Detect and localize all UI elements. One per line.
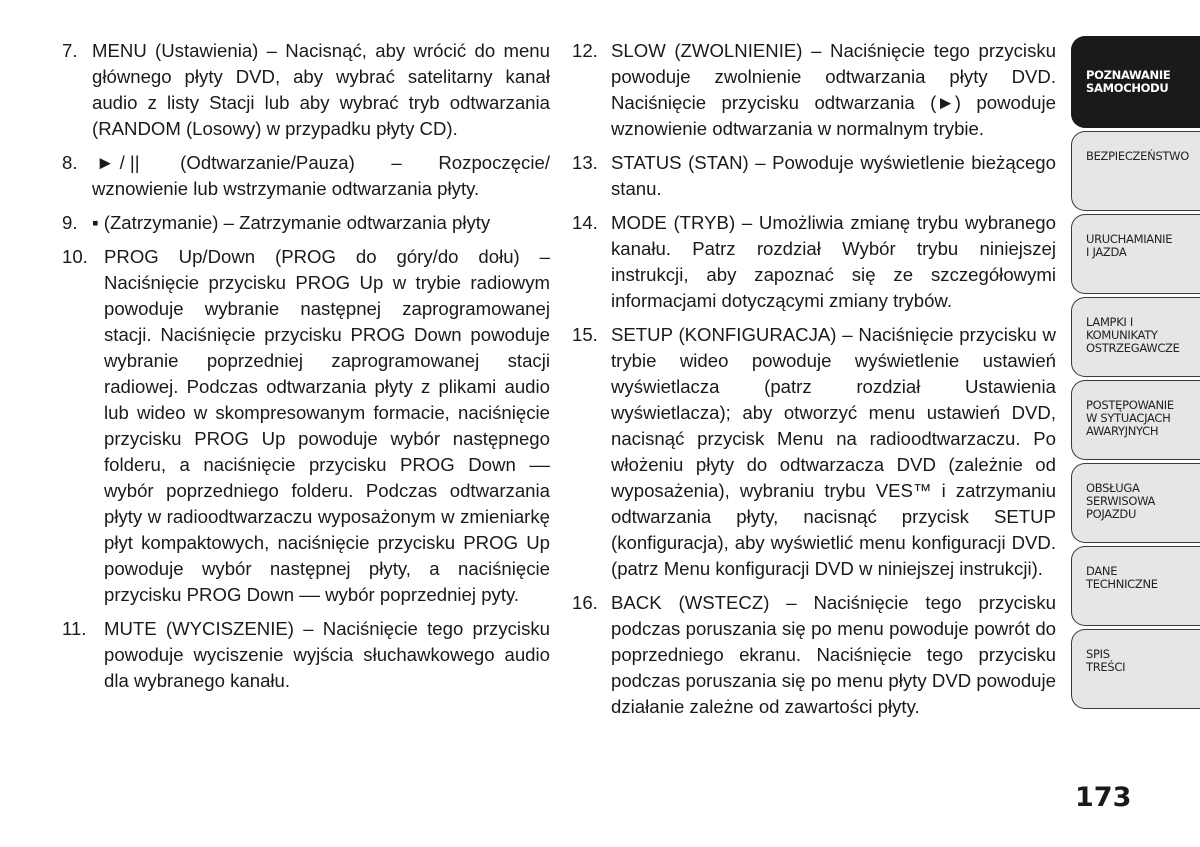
tab-dane-techniczne[interactable] [1071, 546, 1200, 626]
tab-label: POZNAWANIE [1086, 68, 1171, 82]
tab-label: KOMUNIKATY [1086, 328, 1158, 342]
list-item-16 [572, 590, 1056, 720]
tab-label: TREŚCI [1086, 660, 1126, 674]
tab-lampki-i-komunikaty[interactable] [1071, 297, 1200, 377]
tab-label: I JAZDA [1086, 245, 1127, 259]
tab-label: AWARYJNYCH [1086, 424, 1159, 438]
list-item-15 [572, 322, 1056, 582]
item-text: MODE (TRYB) – Umożliwia zmianę trybu wybranego kanału. Patrz rozdział Wybór trybu niniejszej instrukcji, aby zapoznać się ze szczegółowymi informacjami dotyczącymi zmiany trybów. [611, 212, 1056, 311]
list-item-9 [62, 210, 550, 236]
left-column [62, 38, 550, 702]
item-text: BACK (WSTECZ) – Naciśnięcie tego przycisku podczas poruszania się po menu powoduje powrót do poprzedniego ekranu. Naciśnięcie tego przycisku podczas poruszania się po menu płyty DVD powoduje działanie zależne od zawartości płyty. [611, 592, 1056, 717]
list-item-12 [572, 38, 1056, 142]
item-text: MUTE (WYCISZENIE) – Naciśnięcie tego przycisku powoduje wyciszenie wyjścia słuchawkowego audio dla wybranego kanału. [104, 618, 550, 691]
tab-label: URUCHAMIANIE [1086, 232, 1173, 246]
tab-uruchamianie-i-jazda[interactable] [1071, 214, 1200, 294]
item-text: PROG Up/Down (PROG do góry/do dołu) – Naciśnięcie przycisku PROG Up w trybie radiowym powoduje wybranie następnej zaprogramowanej stacji. Naciśnięcie przycisku PROG Down powoduje wybranie poprzedniej zaprogramowanej stacji radiowej. Podczas odtwarzania płyty z plikami audio lub wideo w skompresowanym formacie, naciśnięcie przycisku PROG Up powoduje wybór następnego folderu, a naciśnięcie przycisku PROG Down –– wybór poprzedniego folderu. Podczas odtwarzania płyty w radioodtwarzaczu wyposażonym w zmieniarkę płyt kompaktowych, naciśnięcie przycisku PROG Up powoduje wybór następnej płyty, a naciśnięcie przycisku PROG Down –– wybór poprzedniej pyty. [104, 246, 550, 605]
item-text: STATUS (STAN) – Powoduje wyświetlenie bieżącego stanu. [611, 152, 1056, 199]
tab-label: DANE [1086, 564, 1118, 578]
play-pause-icon: ► / || [96, 152, 140, 173]
tab-spis-tresci[interactable] [1071, 629, 1200, 709]
tab-label: POJAZDU [1086, 507, 1137, 521]
item-number: 8. [62, 152, 78, 173]
item-number: 13. [572, 152, 598, 173]
item-text: MENU (Ustawienia) – Nacisnąć, aby wrócić do menu głównego płyty DVD, aby wybrać satelitarny kanał audio z listy Stacji lub aby wybrać tryb odtwarzania (RANDOM (Losowy) w przypadku płyty CD). [92, 40, 550, 139]
tab-postepowanie-awaryjne[interactable] [1071, 380, 1200, 460]
item-number: 14. [572, 212, 598, 233]
tab-label: OBSŁUGA [1086, 481, 1140, 495]
list-item-13 [572, 150, 1056, 202]
tab-label: BEZPIECZEŃSTWO [1086, 149, 1189, 163]
tab-label: TECHNICZNE [1086, 577, 1158, 591]
tab-label: LAMPKI I [1086, 315, 1133, 329]
list-item-10 [62, 244, 550, 608]
tab-label: W SYTUACJACH [1086, 411, 1171, 425]
item-text: (Odtwarzanie/Pauza) – Rozpoczęcie/ wznowienie lub wstrzymanie odtwarzania płyty. [92, 152, 550, 199]
item-number: 15. [572, 324, 598, 345]
tab-label: SAMOCHODU [1086, 81, 1169, 95]
tab-label: POSTĘPOWANIE [1086, 398, 1174, 412]
item-text: ▪ (Zatrzymanie) – Zatrzymanie odtwarzania płyty [92, 212, 491, 233]
list-item-8 [62, 150, 550, 202]
tab-label: SPIS [1086, 647, 1110, 661]
tab-label: OSTRZEGAWCZE [1086, 341, 1180, 355]
item-text: SETUP (KONFIGURACJA) – Naciśnięcie przycisku w trybie wideo powoduje wyświetlenie ustawień wyświetlacza (patrz rozdział Ustawienia wyświetlacza); aby otworzyć menu ustawień DVD, nacisnąć przycisk Menu na radioodtwarzaczu. Po włożeniu płyty do odtwarzacza DVD (zależnie od wyposażenia), wybraniu trybu VES™ i zatrzymaniu odtwarzania płyty, nacisnąć przycisk SETUP (konfiguracja), aby wyświetlić menu konfiguracji DVD. (patrz Menu konfiguracji DVD w niniejszej instrukcji). [611, 324, 1056, 579]
tab-bezpieczenstwo[interactable] [1071, 131, 1200, 211]
list-item-7 [62, 38, 550, 142]
page-number: 173 [1075, 782, 1132, 813]
section-tabs [1071, 36, 1200, 712]
list-item-11 [62, 616, 550, 694]
item-number: 16. [572, 592, 598, 613]
tab-poznawanie-samochodu[interactable] [1071, 36, 1200, 128]
item-number: 11. [62, 618, 87, 639]
item-number: 12. [572, 40, 598, 61]
item-number: 9. [62, 212, 78, 233]
right-column [572, 38, 1056, 728]
item-number: 10. [62, 246, 88, 267]
tab-obsluga-serwisowa[interactable] [1071, 463, 1200, 543]
item-text-wrapper [92, 150, 550, 202]
tab-label: SERWISOWA [1086, 494, 1156, 508]
list-item-14 [572, 210, 1056, 314]
item-number: 7. [62, 40, 78, 61]
item-text: SLOW (ZWOLNIENIE) – Naciśnięcie tego przycisku powoduje zwolnienie odtwarzania płyty DVD. Naciśnięcie przycisku odtwarzania (►) powoduje wznowienie odtwarzania w normalnym trybie. [611, 40, 1056, 139]
